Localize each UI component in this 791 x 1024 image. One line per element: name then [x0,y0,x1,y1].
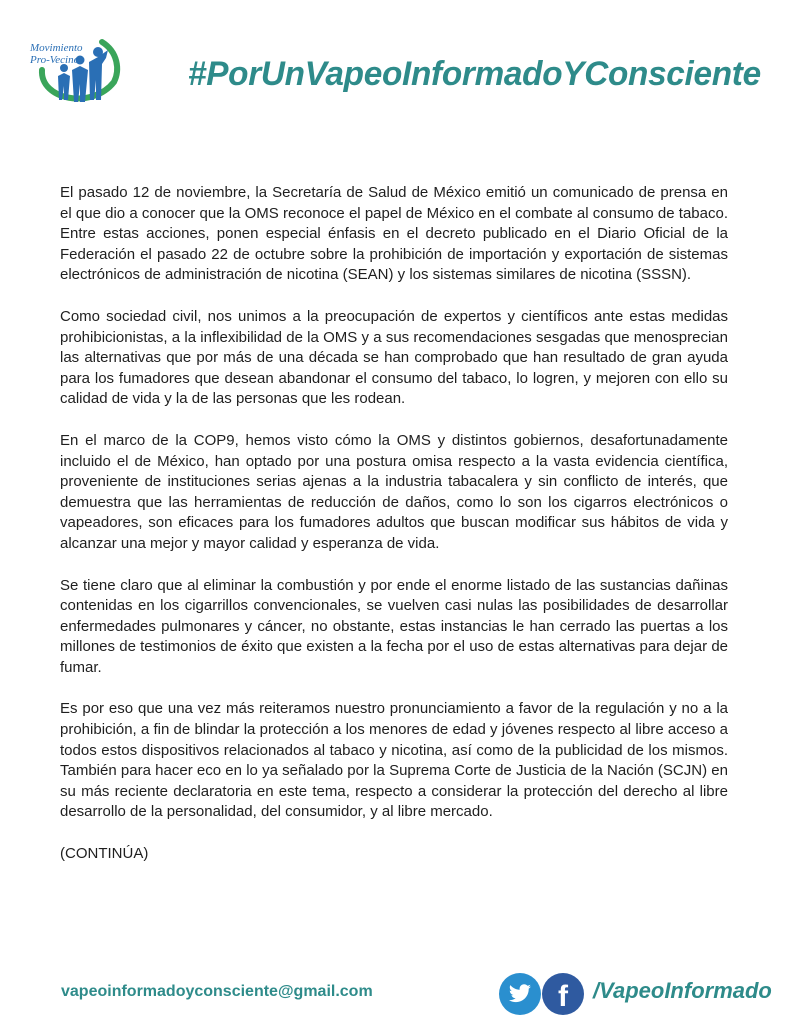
paragraph: En el marco de la COP9, hemos visto cómo la OMS y distintos gobiernos, desafortunadamente incluido el de México, han optado por una postura omisa respecto a la vasta evidencia científica, proveniente de instituciones serias ajenas a la industria tabacalera y sin conflicto de interés, que demuestra que las herramientas de reducción de daños, como lo son los cigarros electrónicos o vapeadores, son eficaces para los fumadores adultos que buscan modificar sus hábitos de vida y alcanzar una mejor y mayor calidad y esperanza de vida. [60,431,728,552]
logo-line-2: Pro-Vecino [30,54,80,66]
paragraph: Se tiene claro que al eliminar la combustión y por ende el enorme listado de las sustancias dañinas contenidas en los cigarrillos convencionales, se vuelven casi nulas las posibilidades de desarrollar enfermedades pulmonares y cáncer, no obstante, estas instancias le han cerrado las puertas a los millones de testimonios de éxito que existen a la fecha por el uso de estas alternativas para dejar de fumar. [60,576,728,676]
header-hashtag: #PorUnVapeoInformadoYConsciente [188,55,761,93]
footer-email-link[interactable]: vapeoinformadoyconsciente@gmail.com [61,983,373,1000]
facebook-icon[interactable] [542,973,584,1015]
continues-label: (CONTINÚA) [60,845,149,863]
paragraph: Es por eso que una vez más reiteramos nuestro pronunciamiento a favor de la regulación y no a la prohibición, a fin de blindar la protección a los menores de edad y jóvenes respecto al libre acceso a todos estos dispositivos relacionados al tabaco y nicotina, así como de la publicidad de los mismos. También para hacer eco en lo ya señalado por la Suprema Corte de Justicia de la Nación (SCJN) en su más reciente declaratoria en este tema, respecto a considerar la protección del derecho al libre desarrollo de la personalidad, del consumidor, y al libre mercado. [60,700,728,821]
paragraph: Como sociedad civil, nos unimos a la preocupación de expertos y científicos ante estas medidas prohibicionistas, a la inflexibilidad de la OMS y a sus recomendaciones sesgadas que menosprecian las alternativas que por más de una década se han comprobado que han resultado de gran ayuda para los fumadores que desean abandonar el consumo del tabaco, lo logren, y mejoren con ello su calidad de vida y la de las personas que les rodean. [60,307,728,408]
logo-text [30,42,83,66]
logo-line-1: Movimiento [30,42,83,54]
twitter-bird-glyph [508,984,532,1004]
facebook-f-glyph: f [558,980,568,1013]
logo [22,30,127,110]
twitter-icon[interactable] [499,973,541,1015]
paragraph: El pasado 12 de noviembre, la Secretaría de Salud de México emitió un comunicado de prensa en el que dio a conocer que la OMS reconoce el papel de México en el combate al consumo de tabaco. Entre estas acciones, ponen especial énfasis en el decreto publicado en el Diario Oficial de la Federación el pasado 22 de octubre sobre la prohibición de importación y exportación de sistemas electrónicos de administración de nicotina (SEAN) y los sistemas similares de nicotina (SSSN). [60,184,728,284]
footer-social-handle[interactable]: /VapeoInformado [593,978,772,1003]
letter-body [60,183,728,886]
